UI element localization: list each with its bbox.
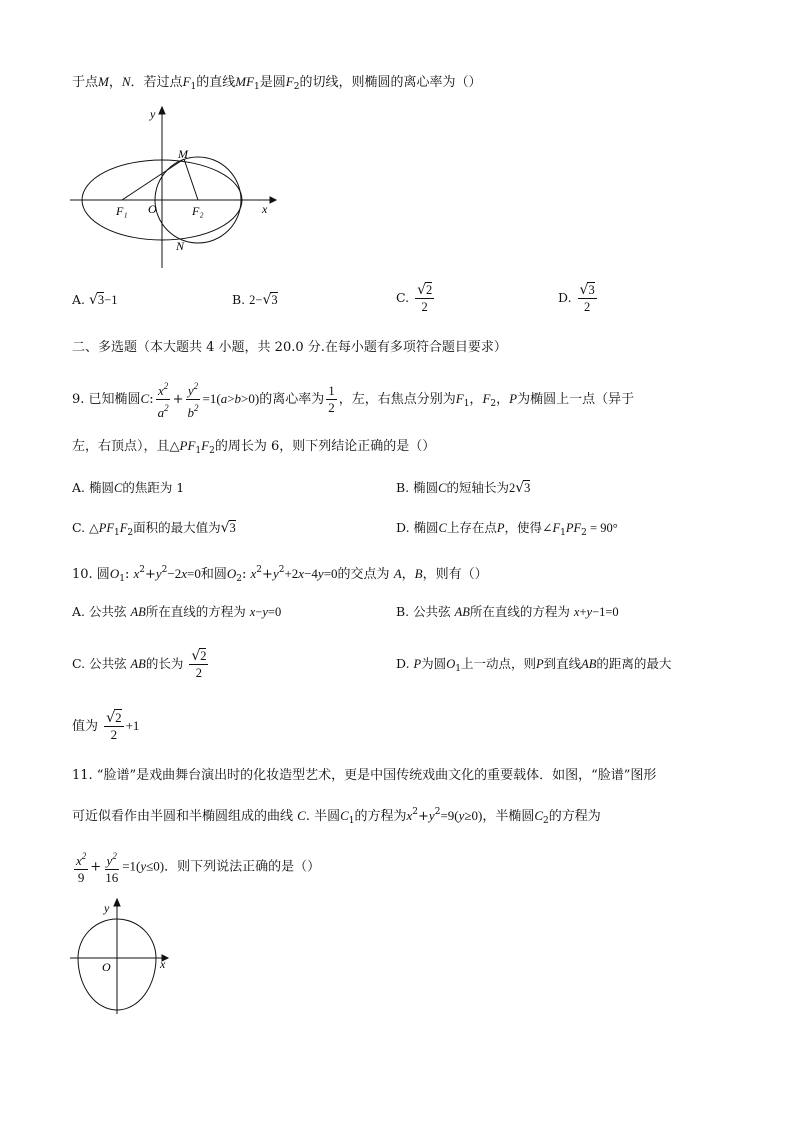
section-multiple-choice-title: 二、多选题（本大题共 4 小题，共 20.0 分.在每小题有多项符合题目要求） xyxy=(72,340,507,355)
q8-option-c[interactable]: C. $\frac{√2}{2}$ xyxy=(396,282,433,314)
q8-option-d[interactable]: D. $\frac{√3}{2}$ xyxy=(558,282,595,314)
q11-face-figure xyxy=(70,896,180,1018)
svg-text:x: x xyxy=(160,957,166,971)
q8-ellipse-figure xyxy=(70,100,280,272)
q9-option-b[interactable]: B. 椭圆C的短轴长为2√3 xyxy=(396,480,531,496)
svg-text:x: x xyxy=(262,202,268,216)
q9-option-d[interactable]: D. 椭圆C上存在点P，使得$\angle F_1PF_2 = 90^\circ$ xyxy=(396,520,618,538)
q9-line1: 9. 已知椭圆C: $\frac{x^2}{a^2}$ + $\frac{y^2}{b^2}$ =1(a>b>0)的离心率为 $\frac{1}{2}$ ，左，右焦点分别为$F_1$，$F_2$，P为椭圆上一点（异于 xyxy=(72,378,634,421)
q10-option-b[interactable]: B. 公共弦 AB所在直线的方程为 x+y−1=0 xyxy=(396,604,619,619)
q10-option-c[interactable]: C. 公共弦 AB的长为 $\frac{√2}{2}$ xyxy=(72,648,207,680)
q10-option-d-tail: 值为 $\frac{√2}{2}$ +1 xyxy=(72,710,140,742)
svg-text:F₁: F₁ xyxy=(116,204,128,218)
svg-text:O: O xyxy=(102,960,111,974)
svg-text:y: y xyxy=(150,107,156,121)
q11-line1: 11. “脸谱”是戏曲舞台演出时的化妆造型艺术，更是中国传统戏曲文化的重要载体．如图，“脸谱”图形 xyxy=(72,768,657,783)
q8-stem: 于点M，N．若过点$F_1$的直线$MF_1$是圆$F_2$的切线，则椭圆的离心率为（） xyxy=(72,74,482,92)
q10-line1: 10. 圆$O_1$: $x^2+y^2-2x=0$和圆$O_2$: $x^2+y^2+2x-4y=0$的交点为 A，B，则有（） xyxy=(72,565,488,584)
q11-line3: $\frac{x^2}{9}$ + $\frac{y^2}{16}$ =1(y≤0)．则下列说法正确的是（） xyxy=(72,848,320,886)
q10-option-d[interactable]: D. P为圆$O_1$上一动点，则P到直线AB的距离的最大 xyxy=(396,656,672,674)
q8-option-a[interactable]: A. √3−1 xyxy=(72,292,118,308)
q9-line2: 左，右顶点），且$\triangle PF_1F_2$的周长为 6，则下列结论正确的是（） xyxy=(72,438,436,456)
q9-option-a[interactable]: A. 椭圆C的焦距为 1 xyxy=(72,480,185,495)
svg-text:N: N xyxy=(176,239,185,253)
svg-text:y: y xyxy=(104,901,110,915)
q10-option-a[interactable]: A. 公共弦 AB所在直线的方程为 x−y=0 xyxy=(72,604,282,619)
svg-text:M: M xyxy=(178,147,188,161)
q8-option-b[interactable]: B. 2−√3 xyxy=(232,292,278,308)
q11-line2: 可近似看作由半圆和半椭圆组成的曲线 C. 半圆$C_1$的方程为$x^2+y^2=9(y\ge 0)$，半椭圆$C_2$的方程为 xyxy=(72,807,601,826)
svg-text:O: O xyxy=(148,202,157,216)
svg-text:F₂: F₂ xyxy=(192,204,204,218)
q9-option-c[interactable]: C. $\triangle PF_1F_2$面积的最大值为√3 xyxy=(72,520,236,538)
